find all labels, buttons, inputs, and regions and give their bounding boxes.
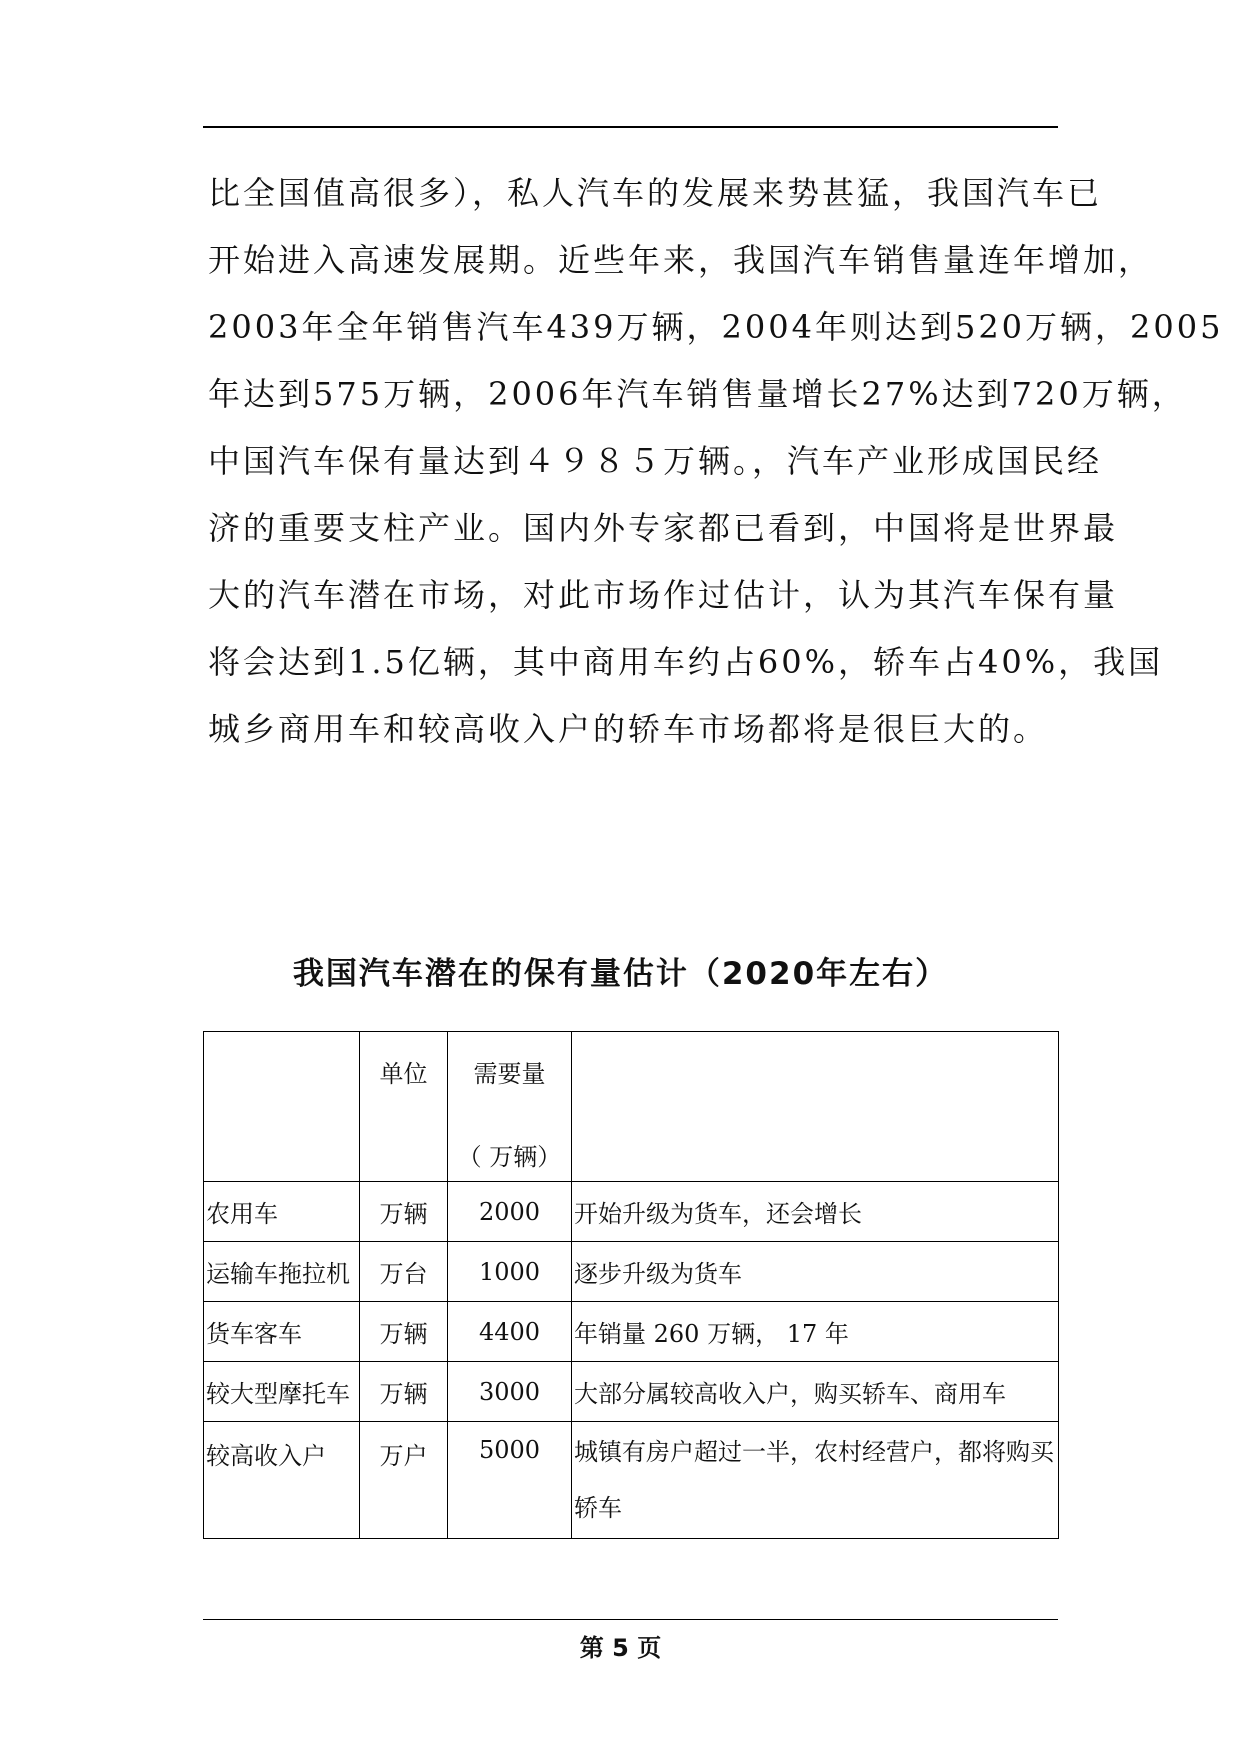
row-name: 运输车拖拉机 — [204, 1242, 360, 1302]
table-row — [204, 1182, 1059, 1242]
row-unit: 万户 — [360, 1422, 448, 1539]
page-number: 第 5 页 — [579, 1634, 662, 1662]
row-note: 城镇有房户超过一半，农村经营户，都将购买轿车 — [572, 1422, 1059, 1539]
row-amount: 1000 — [448, 1242, 572, 1302]
row-unit: 万辆 — [360, 1182, 448, 1242]
header-amount-label: 需要量 — [473, 1060, 546, 1088]
row-name: 货车客车 — [204, 1302, 360, 1362]
table-row — [204, 1302, 1059, 1362]
paragraph-line: 2003年全年销售汽车439万辆，2004年则达到520万辆，2005 — [208, 308, 1224, 346]
row-unit: 万辆 — [360, 1362, 448, 1422]
row-note: 年销量 260 万辆， 17 年 — [572, 1302, 1059, 1362]
header-rule — [203, 126, 1058, 128]
row-note: 大部分属较高收入户，购买轿车、商用车 — [572, 1362, 1059, 1422]
paragraph-line: 中国汽车保有量达到４９８５万辆。，汽车产业形成国民经 — [208, 442, 1103, 480]
paragraph-line: 开始进入高速发展期。近些年来，我国汽车销售量连年增加， — [208, 241, 1154, 279]
row-amount: 4400 — [448, 1302, 572, 1362]
row-name: 较高收入户 — [204, 1422, 360, 1539]
header-unit: 单位 — [360, 1032, 448, 1182]
header-cell-empty — [204, 1032, 360, 1182]
footer-rule — [203, 1619, 1058, 1620]
row-note: 开始升级为货车，还会增长 — [572, 1182, 1059, 1242]
table-row — [204, 1422, 1059, 1539]
paragraph-line: 城乡商用车和较高收入户的轿车市场都将是很巨大的。 — [208, 710, 1049, 748]
table-header-row — [204, 1032, 1059, 1182]
header-cell-note — [572, 1032, 1059, 1182]
paragraph-line: 比全国值高很多），私人汽车的发展来势甚猛，我国汽车已 — [208, 174, 1103, 212]
body-paragraph — [208, 160, 1224, 763]
estimate-table — [203, 1031, 1059, 1539]
table-row — [204, 1242, 1059, 1302]
table-row — [204, 1362, 1059, 1422]
row-amount: 5000 — [448, 1422, 572, 1539]
row-note: 逐步升级为货车 — [572, 1242, 1059, 1302]
row-amount: 3000 — [448, 1362, 572, 1422]
row-name: 较大型摩托车 — [204, 1362, 360, 1422]
row-name: 农用车 — [204, 1182, 360, 1242]
row-amount: 2000 — [448, 1182, 572, 1242]
header-amount — [448, 1032, 572, 1182]
paragraph-line: 年达到575万辆，2006年汽车销售量增长27%达到720万辆， — [208, 375, 1187, 413]
row-unit: 万台 — [360, 1242, 448, 1302]
row-unit: 万辆 — [360, 1302, 448, 1362]
paragraph-line: 大的汽车潜在市场，对此市场作过估计，认为其汽车保有量 — [208, 576, 1119, 614]
table-title: 我国汽车潜在的保有量估计（2020年左右） — [292, 956, 949, 992]
paragraph-line: 济的重要支柱产业。国内外专家都已看到，中国将是世界最 — [208, 509, 1119, 547]
paragraph-line: 将会达到1.5亿辆，其中商用车约占60%，轿车占40%，我国 — [208, 643, 1164, 681]
header-amount-unit: （ 万辆） — [457, 1143, 562, 1171]
